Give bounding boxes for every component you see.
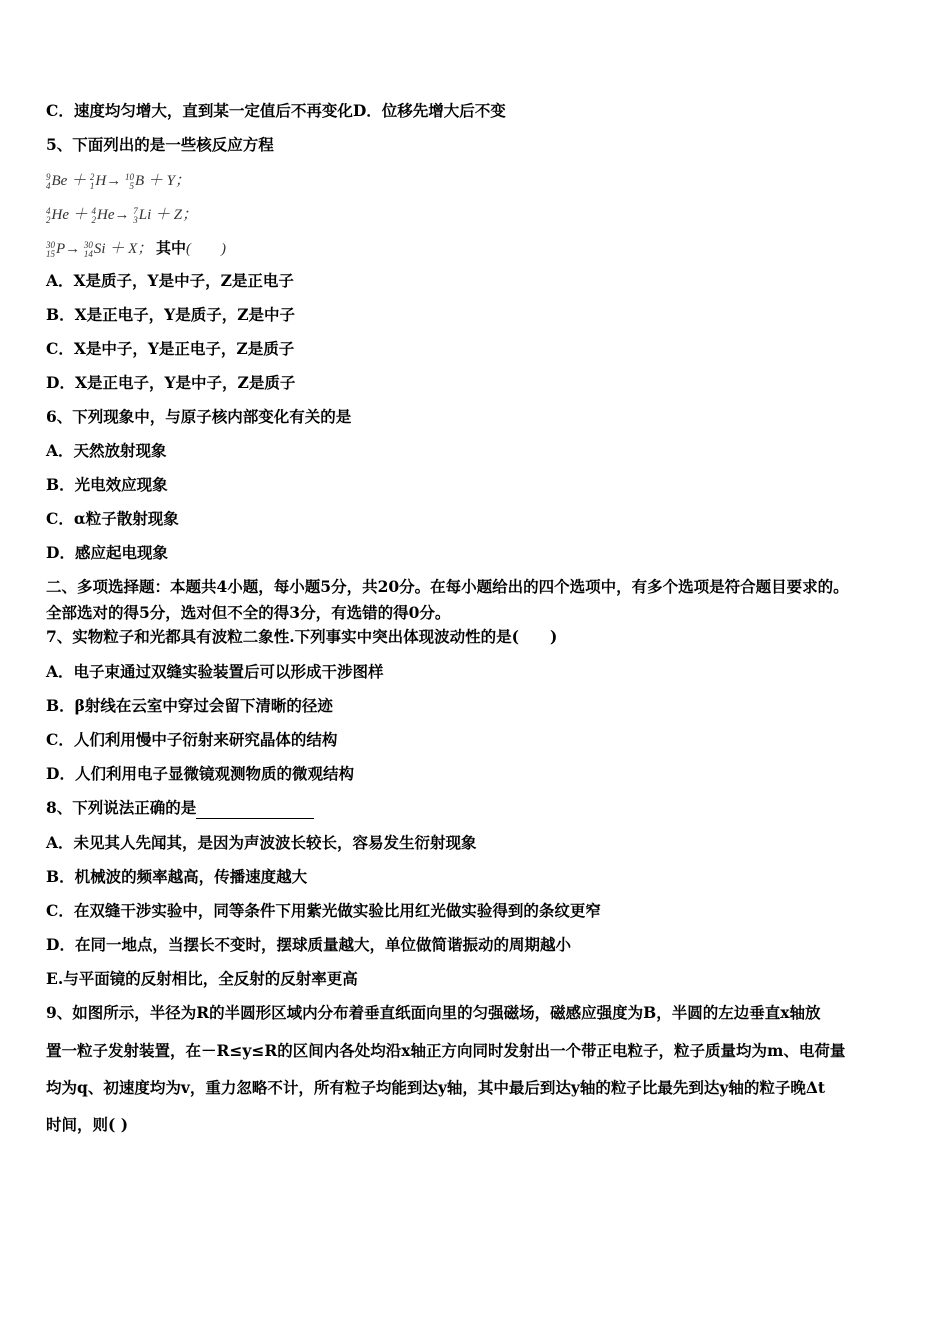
q9-stem-line1: 9、如图所示，半径为R的半圆形区域内分布着垂直纸面向里的匀强磁场，磁感应强度为B，半圆的左边垂直x轴放 <box>46 1003 821 1022</box>
q8-option-a: A．未见其人先闻其，是因为声波波长较长，容易发生衍射现象 <box>46 833 477 852</box>
q5-equation-2: 4 2 He ＋ 4 2 He→ 7 3 Li ＋ Z； <box>46 205 198 225</box>
q8-option-b: B．机械波的频率越高，传播速度越大 <box>46 867 308 886</box>
q8-stem-line <box>46 797 314 819</box>
q5-option-b: B．X是正电子，Y是质子，Z是中子 <box>46 305 296 324</box>
eq2-li-mass: 7 <box>133 205 138 216</box>
eq3-p: P <box>56 241 66 257</box>
eq2-li: Li <box>138 207 152 223</box>
q8-option-c: C．在双缝干涉实验中，同等条件下用紫光做实验比用红光做实验得到的条纹更窄 <box>46 901 601 920</box>
q7-option-c: C．人们利用慢中子衍射来研究晶体的结构 <box>46 730 338 749</box>
eq2-li-charge: 3 <box>133 214 138 225</box>
q9-stem-line3: 均为q、初速度均为v，重力忽略不计，所有粒子均能到达y轴，其中最后到达y轴的粒子比最先到达y轴的粒子晚Δt <box>46 1078 826 1097</box>
q5-stem: 5、下面列出的是一些核反应方程 <box>46 135 274 154</box>
eq2-he2: He <box>97 207 115 223</box>
eq1-be-charge: 4 <box>46 180 51 191</box>
q6-option-a: A．天然放射现象 <box>46 441 167 460</box>
q6-option-c: C．α粒子散射现象 <box>46 509 179 528</box>
eq2-tail: ＋ Z； <box>155 207 198 223</box>
q5-option-d: D．X是正电子，Y是中子，Z是质子 <box>46 373 296 392</box>
q9-stem-line2: 置一粒子发射装置，在－R≤y≤R的区间内各处均沿x轴正方向同时发射出一个带正电粒子，粒子质量均为m、电荷量 <box>46 1041 846 1060</box>
eq1-h: H <box>95 173 107 189</box>
eq2-he1-charge: 2 <box>46 214 51 225</box>
q4-options-line <box>46 100 506 122</box>
eq3-si: Si <box>93 241 106 257</box>
eq1-tail: ＋ Y； <box>147 173 190 189</box>
q7-stem: 7、实物粒子和光都具有波粒二象性.下列事实中突出体现波动性的是( ) <box>46 627 558 646</box>
eq1-be-mass: 9 <box>46 171 51 182</box>
eq3-si-mass: 30 <box>83 239 93 250</box>
eq3-p-mass: 30 <box>46 239 55 250</box>
eq3-paren: ( ) <box>186 241 227 257</box>
eq1-h-mass: 2 <box>89 171 95 182</box>
eq2-he1: He <box>51 207 69 223</box>
eq1-b-charge: 5 <box>129 180 134 191</box>
eq1-h-charge: 1 <box>89 180 95 191</box>
q6-option-d: D．感应起电现象 <box>46 543 168 562</box>
eq3-suffix: 其中 <box>156 239 187 257</box>
q5-equation-1: 9 4 Be ＋ 2 1 H→ 10 5 B ＋ Y； <box>46 171 190 191</box>
eq2-he2-mass: 4 <box>91 205 97 216</box>
q7-option-b: B．β射线在云室中穿过会留下清晰的径迹 <box>46 696 333 715</box>
section2-instructions-line1: 二、多项选择题：本题共4小题，每小题5分，共20分。在每小题给出的四个选项中，有多个选项是符合题目要求的。 <box>46 577 849 596</box>
answer-blank <box>196 802 314 819</box>
eq2-he2-charge: 2 <box>91 214 97 225</box>
eq1-b-mass: 10 <box>124 171 134 182</box>
q5-equation-3: 30 15 P→ 30 14 Si ＋ X； 其中( ) <box>46 239 227 259</box>
eq1-be: Be <box>51 173 68 189</box>
eq3-tail: ＋ X； <box>109 241 153 257</box>
eq3-si-charge: 14 <box>83 248 93 259</box>
eq3-p-charge: 15 <box>46 248 55 259</box>
q8-option-d: D．在同一地点，当摆长不变时，摆球质量越大，单位做简谐振动的周期越小 <box>46 935 571 954</box>
section2-instructions-line2: 全部选对的得5分，选对但不全的得3分，有选错的得0分。 <box>46 603 451 622</box>
q4-option-d: D．位移先增大后不变 <box>352 101 506 120</box>
q6-stem: 6、下列现象中，与原子核内部变化有关的是 <box>46 407 352 426</box>
q6-option-b: B．光电效应现象 <box>46 475 168 494</box>
q4-option-c: C．速度均匀增大，直到某一定值后不再变化 <box>46 101 353 120</box>
q7-option-a: A．电子束通过双缝实验装置后可以形成干涉图样 <box>46 662 384 681</box>
eq2-he1-mass: 4 <box>46 205 51 216</box>
q5-option-c: C．X是中子，Y是正电子，Z是质子 <box>46 339 295 358</box>
q5-option-a: A．X是质子，Y是中子，Z是正电子 <box>46 271 294 290</box>
q8-option-e: E.与平面镜的反射相比，全反射的反射率更高 <box>46 969 358 988</box>
q9-stem-line4: 时间，则( ) <box>46 1115 129 1134</box>
q7-option-d: D．人们利用电子显微镜观测物质的微观结构 <box>46 764 354 783</box>
eq1-b: B <box>134 173 145 189</box>
q8-stem: 8、下列说法正确的是 <box>46 798 197 817</box>
